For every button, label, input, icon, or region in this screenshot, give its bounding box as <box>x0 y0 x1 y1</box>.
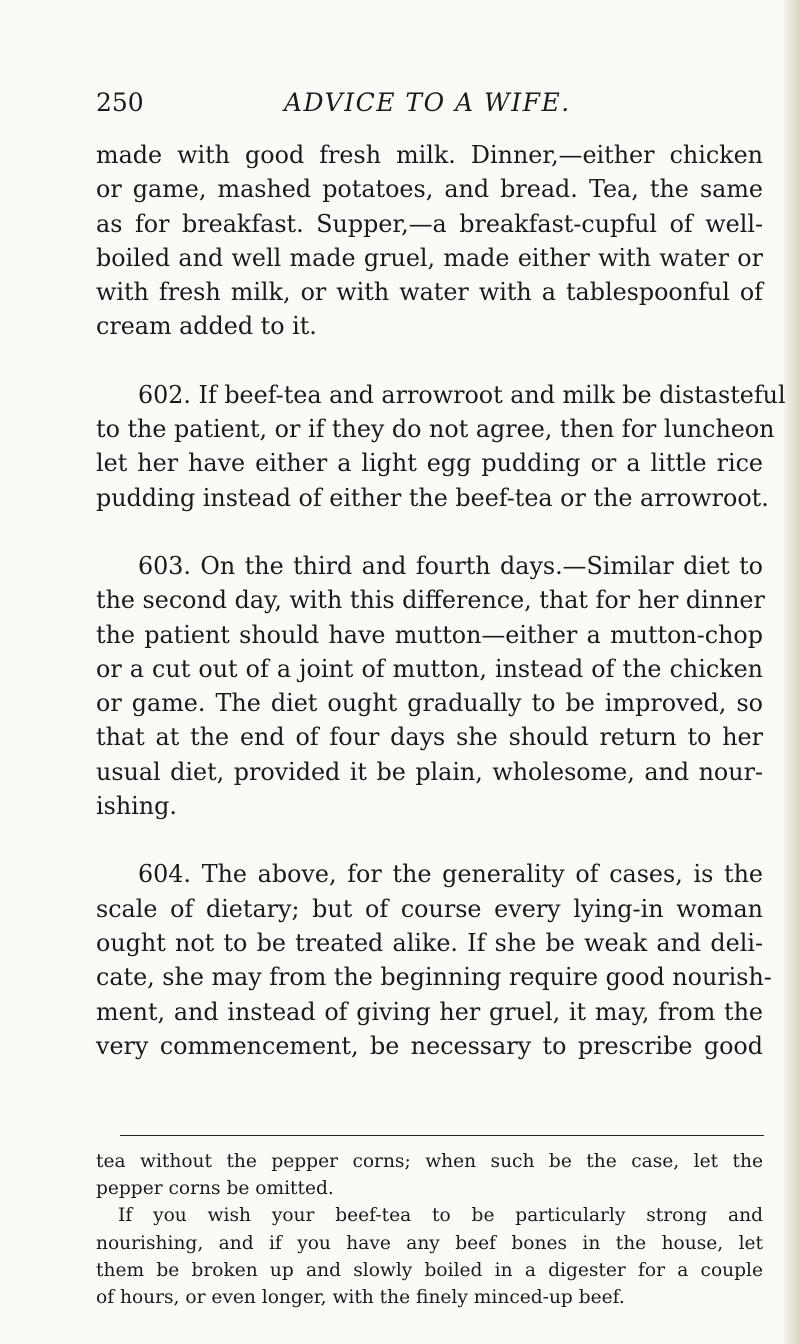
footnote-line: them be broken up and slowly boiled in a digester for a couple <box>96 1259 763 1281</box>
running-header <box>96 88 746 122</box>
text-line: usual diet, provided it be plain, wholesome, and nour- <box>96 757 763 786</box>
text-line: let her have either a light egg pudding or a little rice <box>96 449 763 478</box>
text-line: 602. If beef-tea and arrowroot and milk be distasteful <box>138 380 786 409</box>
text-line: cream added to it. <box>96 312 317 341</box>
text-line: ment, and instead of giving her gruel, it may, from the <box>96 997 763 1026</box>
text-line: or a cut out of a joint of mutton, instead of the chicken <box>96 654 763 683</box>
text-line: the second day, with this difference, that for her dinner <box>96 586 765 615</box>
text-line: ishing. <box>96 792 177 821</box>
running-title: ADVICE TO A WIFE. <box>284 88 571 117</box>
text-line: that at the end of four days she should return to her <box>96 723 763 752</box>
text-line: or game, mashed potatoes, and bread. Tea, the same <box>96 175 763 204</box>
paragraph-602 <box>96 378 786 515</box>
footnote-line: pepper corns be omitted. <box>96 1178 334 1200</box>
text-line: with fresh milk, or with water with a tablespoonful of <box>96 278 763 307</box>
text-line: scale of dietary; but of course every lying-in woman <box>96 894 763 923</box>
paragraph-603 <box>96 549 763 823</box>
text-line: to the patient, or if they do not agree, then for luncheon <box>96 415 775 444</box>
text-line: pudding instead of either the beef-tea or the arrowroot. <box>96 483 769 512</box>
page-number: 250 <box>96 88 144 117</box>
body-text <box>96 138 786 1063</box>
footnote-line: tea without the pepper corns; when such be the case, let the <box>96 1151 763 1172</box>
text-line: boiled and well made gruel, made either with water or <box>96 243 763 272</box>
footnote-line: If you wish your beef-tea to be particularly strong and <box>118 1205 763 1227</box>
text-line: 604. The above, for the generality of cases, is the <box>138 860 763 889</box>
footnote-line: of hours, or even longer, with the finely minced-up beef. <box>96 1286 625 1308</box>
text-line: made with good fresh milk. Dinner,—either chicken <box>96 141 763 169</box>
text-line: 603. On the third and fourth days.—Similar diet to <box>138 551 763 580</box>
text-line: very commencement, be necessary to prescribe good <box>96 1031 763 1060</box>
footnote-line: nourishing, and if you have any beef bones in the house, let <box>96 1232 763 1254</box>
paragraph-604 <box>96 857 772 1063</box>
text-line: or game. The diet ought gradually to be improved, so <box>96 689 763 718</box>
footnote <box>96 1148 763 1311</box>
text-line: ought not to be treated alike. If she be weak and deli- <box>96 928 763 957</box>
text-line: the patient should have mutton—either a mutton-chop <box>96 620 763 649</box>
paragraph-diet-continued <box>96 138 763 344</box>
text-line: as for breakfast. Supper,—a breakfast-cupful of well- <box>96 209 763 238</box>
text-line: cate, she may from the beginning require good nourish- <box>96 963 772 992</box>
page-edge-shadow <box>782 0 800 1344</box>
footnote-rule <box>120 1135 764 1136</box>
